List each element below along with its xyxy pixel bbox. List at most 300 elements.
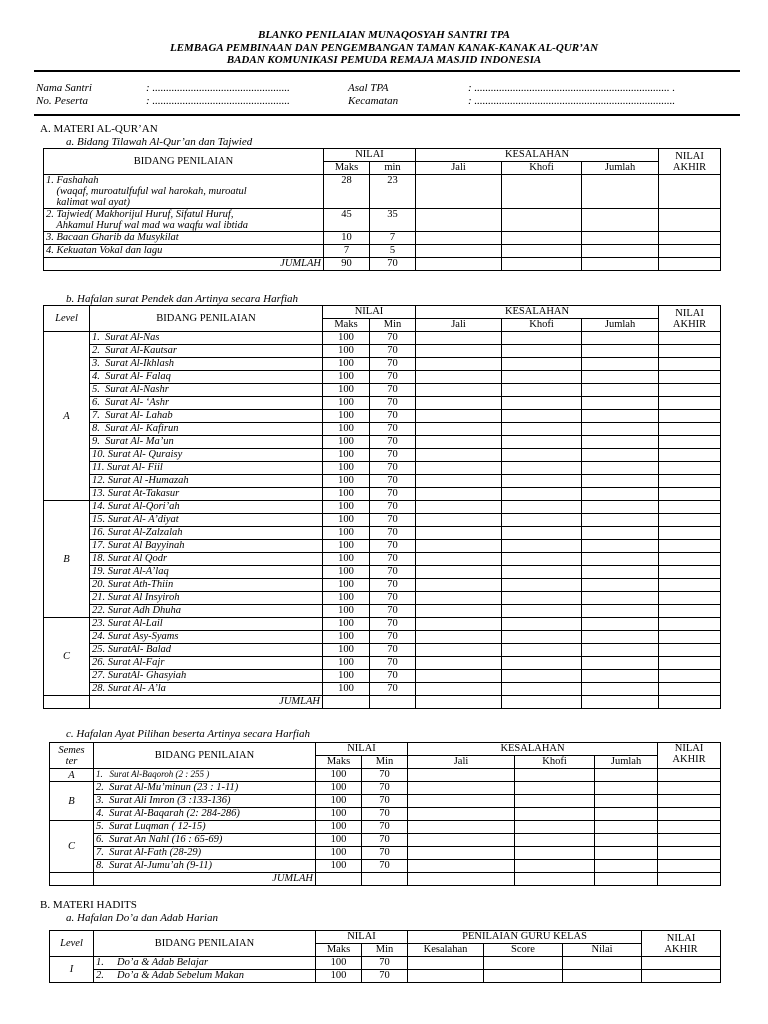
cell-kesalahan-1[interactable] — [416, 631, 502, 644]
cell-nilai-akhir[interactable] — [659, 358, 721, 371]
cell-kesalahan-2[interactable] — [515, 847, 595, 860]
cell-kesalahan-3[interactable] — [582, 423, 659, 436]
cell-kesalahan-3[interactable] — [582, 501, 659, 514]
cell-kesalahan-1[interactable] — [416, 436, 502, 449]
cell-total-min[interactable] — [370, 696, 416, 709]
cell-kesalahan-3[interactable] — [582, 449, 659, 462]
cell-khofi[interactable] — [502, 245, 582, 258]
cell-kesalahan-1[interactable] — [416, 553, 502, 566]
cell-nilai-akhir[interactable] — [659, 410, 721, 423]
cell-min: 70 — [370, 683, 416, 696]
asal-tpa-field[interactable]: : ....................................................................... . — [468, 82, 676, 94]
cell-kesalahan-2[interactable] — [502, 332, 582, 345]
cell-kesalahan-3[interactable] — [595, 769, 658, 782]
cell-kesalahan-2[interactable] — [502, 566, 582, 579]
institution-name: LEMBAGA PEMBINAAN DAN PENGEMBANGAN TAMAN KANAK-KANAK AL-QUR’AN — [169, 42, 599, 54]
cell-kesalahan-1[interactable] — [416, 397, 502, 410]
table-row — [44, 384, 721, 397]
total-min: 70 — [370, 258, 416, 271]
cell-kesalahan-1[interactable] — [408, 847, 515, 860]
col-khofi: Khofi — [502, 319, 582, 332]
cell-nilai-akhir[interactable] — [659, 644, 721, 657]
cell-kesalahan-2[interactable] — [502, 592, 582, 605]
cell-kesalahan-2[interactable] — [502, 631, 582, 644]
cell-kesalahan-1[interactable] — [416, 618, 502, 631]
cell-kesalahan-1[interactable] — [416, 683, 502, 696]
cell-nilai-akhir[interactable] — [642, 957, 721, 970]
cell-nilai-akhir[interactable] — [658, 821, 721, 834]
cell-kesalahan-3[interactable] — [582, 332, 659, 345]
cell-kesalahan-2[interactable] — [502, 371, 582, 384]
table-row — [44, 175, 721, 209]
cell-kesalahan-3[interactable] — [595, 808, 658, 821]
cell-kesalahan-1[interactable] — [416, 332, 502, 345]
cell-min: 70 — [362, 808, 408, 821]
cell-kesalahan-3[interactable] — [563, 957, 642, 970]
cell-nilai-akhir[interactable] — [659, 232, 721, 245]
cell-kesalahan-3[interactable] — [582, 553, 659, 566]
cell-kesalahan-3[interactable] — [595, 847, 658, 860]
cell-kesalahan-2[interactable] — [484, 957, 563, 970]
col-maks: Maks — [324, 162, 370, 175]
bidang-item-line: 2. Tajwied( Makhorijul Huruf, Sifatul Huruf, — [46, 209, 234, 220]
cell-nilai-akhir[interactable] — [659, 540, 721, 553]
cell-jumlah[interactable] — [595, 873, 658, 886]
cell-kesalahan-3[interactable] — [582, 592, 659, 605]
list-item: 10. Surat Al- Quraisy — [90, 449, 323, 462]
cell-kesalahan-2[interactable] — [515, 795, 595, 808]
cell-kesalahan-1[interactable] — [416, 358, 502, 371]
cell-nilai-akhir[interactable] — [659, 605, 721, 618]
level-cell: A — [50, 769, 94, 782]
cell-khofi[interactable] — [502, 209, 582, 232]
nama-santri-label: Nama Santri — [36, 82, 92, 94]
kecamatan-field[interactable]: : ......................................................................... — [468, 95, 676, 107]
col-min: Min — [362, 756, 408, 769]
cell-kesalahan-1[interactable] — [416, 488, 502, 501]
cell-kesalahan-2[interactable] — [502, 540, 582, 553]
cell-kesalahan-1[interactable] — [416, 670, 502, 683]
cell-min: 70 — [362, 834, 408, 847]
cell-nilai-akhir[interactable] — [658, 808, 721, 821]
cell-min: 70 — [370, 345, 416, 358]
cell-jumlah[interactable] — [582, 245, 659, 258]
cell-kesalahan-1[interactable] — [408, 782, 515, 795]
table-row — [44, 618, 721, 631]
list-item: 20. Surat Ath-Thiin — [90, 579, 323, 592]
cell-nilai-akhir[interactable] — [659, 245, 721, 258]
table-hafalan-surat — [43, 305, 721, 709]
list-item: 4. Surat Al- Falaq — [90, 371, 323, 384]
cell-kesalahan-2[interactable] — [515, 860, 595, 873]
cell-maks: 100 — [323, 475, 370, 488]
kecamatan-label: Kecamatan — [348, 95, 399, 107]
cell-kesalahan-3[interactable] — [582, 566, 659, 579]
cell-kesalahan-3[interactable] — [595, 782, 658, 795]
cell-kesalahan-3[interactable] — [563, 970, 642, 983]
list-item: 2. Do’a & Adab Sebelum Makan — [94, 970, 316, 983]
cell-kesalahan-2[interactable] — [502, 410, 582, 423]
cell-nilai-akhir[interactable] — [659, 475, 721, 488]
cell-nilai-akhir[interactable] — [658, 847, 721, 860]
cell-total-maks[interactable] — [323, 696, 370, 709]
cell-nilai-akhir[interactable] — [659, 462, 721, 475]
cell-jali[interactable] — [416, 175, 502, 209]
cell-kesalahan-3[interactable] — [582, 397, 659, 410]
cell-min: 70 — [370, 514, 416, 527]
cell-kesalahan-3[interactable] — [582, 436, 659, 449]
table-row — [44, 605, 721, 618]
col-jali: Jali — [408, 756, 515, 769]
cell-kesalahan-1[interactable] — [408, 795, 515, 808]
cell-nilai-akhir[interactable] — [658, 769, 721, 782]
col-semester — [50, 743, 94, 769]
cell-kesalahan-2[interactable] — [502, 488, 582, 501]
cell-maks: 100 — [323, 605, 370, 618]
cell-maks: 100 — [323, 579, 370, 592]
cell-kesalahan-1[interactable] — [408, 957, 484, 970]
cell-jali[interactable] — [416, 209, 502, 232]
cell-kesalahan-1[interactable] — [408, 970, 484, 983]
table-row — [44, 423, 721, 436]
cell-nilai-akhir[interactable] — [658, 873, 721, 886]
cell-nilai-akhir[interactable] — [659, 175, 721, 209]
cell-kesalahan-2[interactable] — [502, 553, 582, 566]
cell-kesalahan-3[interactable] — [582, 618, 659, 631]
cell-kesalahan-2[interactable] — [502, 436, 582, 449]
cell-khofi[interactable] — [502, 232, 582, 245]
cell-nilai-akhir[interactable] — [659, 371, 721, 384]
cell-nilai-akhir[interactable] — [658, 860, 721, 873]
cell-nilai-akhir[interactable] — [659, 592, 721, 605]
list-item: 1. Surat Al-Baqoroh (2 : 255 ) — [94, 769, 316, 782]
cell-kesalahan-2[interactable] — [515, 808, 595, 821]
cell-nilai-akhir[interactable] — [659, 345, 721, 358]
cell-kesalahan-2[interactable] — [502, 449, 582, 462]
cell-nilai-akhir[interactable] — [659, 397, 721, 410]
cell-kesalahan-2[interactable] — [515, 769, 595, 782]
cell-kesalahan-1[interactable] — [416, 514, 502, 527]
cell-nilai-akhir[interactable] — [659, 579, 721, 592]
table-tilawah — [43, 148, 721, 271]
cell-kesalahan-1[interactable] — [416, 540, 502, 553]
cell-min: 70 — [370, 358, 416, 371]
table-doa-adab — [49, 930, 721, 983]
cell-kesalahan-1[interactable] — [408, 834, 515, 847]
table-row — [44, 345, 721, 358]
cell-kesalahan-1[interactable] — [416, 475, 502, 488]
cell-nilai-akhir[interactable] — [658, 834, 721, 847]
cell-nilai-akhir[interactable] — [659, 670, 721, 683]
cell-kesalahan-2[interactable] — [502, 384, 582, 397]
cell-nilai-akhir[interactable] — [642, 970, 721, 983]
table-row — [44, 683, 721, 696]
table-row — [50, 970, 721, 983]
cell-nilai-akhir[interactable] — [659, 631, 721, 644]
cell-kesalahan-3[interactable] — [582, 384, 659, 397]
cell-kesalahan-1[interactable] — [416, 371, 502, 384]
list-item: 3. Surat Al-Ikhlash — [90, 358, 323, 371]
cell-maks: 100 — [323, 553, 370, 566]
cell-min: 70 — [370, 670, 416, 683]
cell-khofi[interactable] — [502, 696, 582, 709]
cell-nilai-akhir[interactable] — [659, 436, 721, 449]
cell-nilai-akhir[interactable] — [659, 527, 721, 540]
cell-jali[interactable] — [416, 232, 502, 245]
cell-nilai-akhir[interactable] — [659, 566, 721, 579]
list-item: 18. Surat Al Qodr — [90, 553, 323, 566]
cell-kesalahan-3[interactable] — [582, 670, 659, 683]
cell-min: 70 — [370, 475, 416, 488]
col-jali: Jali — [416, 162, 502, 175]
bidang-item — [44, 232, 324, 245]
section-a-title: A. MATERI AL-QUR’AN — [40, 123, 158, 135]
cell-kesalahan-3[interactable] — [582, 462, 659, 475]
col-maks: Maks — [316, 756, 362, 769]
cell-khofi[interactable] — [502, 258, 582, 271]
cell-kesalahan-1[interactable] — [408, 821, 515, 834]
no-peserta-label: No. Peserta — [36, 95, 88, 107]
cell-kesalahan-1[interactable] — [416, 501, 502, 514]
cell-maks: 100 — [323, 358, 370, 371]
list-item: 3. Surat Ali Imron (3 :133-136) — [94, 795, 316, 808]
cell-kesalahan-2[interactable] — [502, 605, 582, 618]
cell-kesalahan-3[interactable] — [582, 488, 659, 501]
cell-maks: 100 — [316, 808, 362, 821]
table-row — [44, 245, 721, 258]
cell-kesalahan-1[interactable] — [416, 605, 502, 618]
cell-jumlah[interactable] — [582, 209, 659, 232]
cell-total-min[interactable] — [362, 873, 408, 886]
cell-nilai-akhir[interactable] — [659, 423, 721, 436]
cell-jumlah[interactable] — [582, 232, 659, 245]
cell-nilai-akhir[interactable] — [659, 514, 721, 527]
table-row — [44, 209, 721, 232]
table-row — [44, 670, 721, 683]
col-semester-line2: ter — [65, 755, 78, 767]
cell-kesalahan-2[interactable] — [502, 397, 582, 410]
cell-min: 70 — [370, 449, 416, 462]
cell-nilai-akhir[interactable] — [659, 553, 721, 566]
cell-kesalahan-1[interactable] — [416, 657, 502, 670]
cell-kesalahan-1[interactable] — [416, 410, 502, 423]
cell-min: 7 — [370, 232, 416, 245]
cell-kesalahan-3[interactable] — [595, 821, 658, 834]
cell-maks: 7 — [324, 245, 370, 258]
cell-kesalahan-2[interactable] — [502, 423, 582, 436]
cell-kesalahan-3[interactable] — [582, 579, 659, 592]
level-cell: I — [50, 957, 94, 983]
cell-kesalahan-3[interactable] — [582, 540, 659, 553]
cell-kesalahan-2[interactable] — [502, 345, 582, 358]
cell-kesalahan-1[interactable] — [416, 644, 502, 657]
cell-maks: 100 — [323, 436, 370, 449]
cell-kesalahan-3[interactable] — [582, 657, 659, 670]
cell-min: 70 — [362, 970, 408, 983]
cell-kesalahan-1[interactable] — [416, 462, 502, 475]
cell-jumlah[interactable] — [582, 258, 659, 271]
cell-min: 70 — [370, 384, 416, 397]
level-cell: B — [50, 782, 94, 821]
cell-maks: 100 — [316, 795, 362, 808]
cell-nilai-akhir[interactable] — [658, 782, 721, 795]
table-row — [44, 657, 721, 670]
cell-kesalahan-3[interactable] — [582, 345, 659, 358]
list-item: 26. Surat Al-Fajr — [90, 657, 323, 670]
cell-nilai-akhir[interactable] — [658, 795, 721, 808]
cell-min: 70 — [370, 566, 416, 579]
cell-kesalahan-3[interactable] — [595, 795, 658, 808]
cell-kesalahan-3[interactable] — [582, 527, 659, 540]
cell-kesalahan-2[interactable] — [515, 821, 595, 834]
cell-kesalahan-2[interactable] — [502, 475, 582, 488]
table-row — [44, 371, 721, 384]
cell-kesalahan-1[interactable] — [416, 423, 502, 436]
cell-kesalahan-1[interactable] — [416, 345, 502, 358]
cell-maks: 100 — [316, 834, 362, 847]
cell-kesalahan-2[interactable] — [502, 514, 582, 527]
cell-kesalahan-1[interactable] — [416, 384, 502, 397]
col-nilai: Nilai — [563, 944, 642, 957]
cell-min: 70 — [370, 527, 416, 540]
cell-kesalahan-1[interactable] — [408, 769, 515, 782]
cell-kesalahan-2[interactable] — [515, 834, 595, 847]
cell-nilai-akhir[interactable] — [659, 209, 721, 232]
list-item: 8. Surat Al-Jumu’ah (9-11) — [94, 860, 316, 873]
cell-kesalahan-2[interactable] — [502, 618, 582, 631]
cell-kesalahan-3[interactable] — [582, 475, 659, 488]
cell-kesalahan-2[interactable] — [502, 644, 582, 657]
cell-min: 70 — [370, 540, 416, 553]
table-row — [44, 501, 721, 514]
cell-kesalahan-2[interactable] — [502, 579, 582, 592]
col-min: Min — [370, 319, 416, 332]
cell-kesalahan-2[interactable] — [502, 657, 582, 670]
cell-min: 70 — [362, 795, 408, 808]
table-row — [44, 397, 721, 410]
cell-min: 70 — [370, 618, 416, 631]
list-item: 2. Surat Al-Kautsar — [90, 345, 323, 358]
col-kesalahan: KESALAHAN — [408, 743, 658, 756]
cell-maks: 100 — [323, 488, 370, 501]
cell-kesalahan-1[interactable] — [408, 860, 515, 873]
cell-kesalahan-2[interactable] — [484, 970, 563, 983]
cell-kesalahan-3[interactable] — [595, 860, 658, 873]
cell-min: 70 — [370, 332, 416, 345]
no-peserta-field[interactable]: : .................................................. — [146, 95, 290, 107]
cell-khofi[interactable] — [502, 175, 582, 209]
nama-santri-field[interactable]: : .................................................. — [146, 82, 290, 94]
cell-kesalahan-1[interactable] — [416, 579, 502, 592]
cell-min: 23 — [370, 175, 416, 209]
cell-kesalahan-3[interactable] — [582, 683, 659, 696]
col-jumlah: Jumlah — [582, 319, 659, 332]
cell-nilai-akhir[interactable] — [659, 258, 721, 271]
cell-kesalahan-1[interactable] — [408, 808, 515, 821]
table-hafalan-ayat — [49, 742, 721, 886]
cell-kesalahan-3[interactable] — [582, 514, 659, 527]
col-level: Level — [50, 931, 94, 957]
form-title: BLANKO PENILAIAN MUNAQOSYAH SANTRI TPA — [257, 29, 511, 41]
cell-kesalahan-2[interactable] — [502, 358, 582, 371]
organization-name: BADAN KOMUNIKASI PEMUDA REMAJA MASJID INDONESIA — [226, 54, 542, 66]
cell-nilai-akhir[interactable] — [659, 488, 721, 501]
col-nilai-akhir-line2: AKHIR — [672, 754, 706, 765]
col-nilai-akhir-line2: AKHIR — [672, 161, 707, 173]
cell-maks: 100 — [323, 423, 370, 436]
asal-tpa-label: Asal TPA — [348, 82, 389, 94]
cell-kesalahan-3[interactable] — [582, 631, 659, 644]
col-penilaian-guru-kelas: PENILAIAN GURU KELAS — [408, 931, 642, 944]
cell-kesalahan-3[interactable] — [582, 644, 659, 657]
table-row — [44, 579, 721, 592]
cell-kesalahan-2[interactable] — [502, 501, 582, 514]
cell-jali[interactable] — [416, 696, 502, 709]
cell-total-maks[interactable] — [316, 873, 362, 886]
cell-maks: 100 — [323, 345, 370, 358]
cell-jali[interactable] — [416, 245, 502, 258]
cell-jali[interactable] — [416, 258, 502, 271]
bidang-item — [44, 209, 324, 232]
cell-kesalahan-2[interactable] — [502, 670, 582, 683]
list-item: 19. Surat Al-A’laq — [90, 566, 323, 579]
list-item: 6. Surat An Nahl (16 : 65-69) — [94, 834, 316, 847]
cell-kesalahan-3[interactable] — [582, 410, 659, 423]
col-kesalahan: KESALAHAN — [416, 149, 659, 162]
cell-kesalahan-2[interactable] — [515, 782, 595, 795]
cell-khofi[interactable] — [515, 873, 595, 886]
col-nilai-akhir-line1: NILAI — [666, 932, 696, 944]
cell-nilai-akhir[interactable] — [659, 618, 721, 631]
cell-nilai-akhir[interactable] — [659, 449, 721, 462]
cell-kesalahan-1[interactable] — [416, 449, 502, 462]
cell-jumlah[interactable] — [582, 175, 659, 209]
cell-nilai-akhir[interactable] — [659, 657, 721, 670]
cell-kesalahan-1[interactable] — [416, 592, 502, 605]
table-row — [50, 834, 721, 847]
cell-min: 70 — [362, 769, 408, 782]
cell-kesalahan-3[interactable] — [582, 605, 659, 618]
cell-maks: 100 — [323, 332, 370, 345]
table-row — [44, 410, 721, 423]
cell-nilai-akhir[interactable] — [659, 501, 721, 514]
cell-kesalahan-3[interactable] — [582, 358, 659, 371]
cell-min: 70 — [370, 371, 416, 384]
cell-min: 70 — [370, 410, 416, 423]
col-bidang-penilaian: BIDANG PENILAIAN — [94, 743, 316, 769]
cell-kesalahan-2[interactable] — [502, 527, 582, 540]
cell-nilai-akhir[interactable] — [659, 332, 721, 345]
cell-kesalahan-2[interactable] — [502, 683, 582, 696]
cell-kesalahan-2[interactable] — [502, 462, 582, 475]
cell-nilai-akhir[interactable] — [659, 683, 721, 696]
cell-jumlah[interactable] — [582, 696, 659, 709]
list-item: 24. Surat Asy-Syams — [90, 631, 323, 644]
cell-nilai-akhir[interactable] — [659, 696, 721, 709]
cell-maks: 100 — [316, 860, 362, 873]
cell-nilai-akhir[interactable] — [659, 384, 721, 397]
bidang-item-line: kalimat wal ayat) — [46, 197, 130, 208]
cell-maks: 100 — [323, 397, 370, 410]
cell-kesalahan-1[interactable] — [416, 527, 502, 540]
col-nilai-akhir-line1: NILAI — [675, 150, 704, 162]
cell-kesalahan-3[interactable] — [595, 834, 658, 847]
cell-jali[interactable] — [408, 873, 515, 886]
cell-kesalahan-1[interactable] — [416, 566, 502, 579]
cell-min: 70 — [362, 847, 408, 860]
cell-kesalahan-3[interactable] — [582, 371, 659, 384]
cell-min: 70 — [362, 821, 408, 834]
